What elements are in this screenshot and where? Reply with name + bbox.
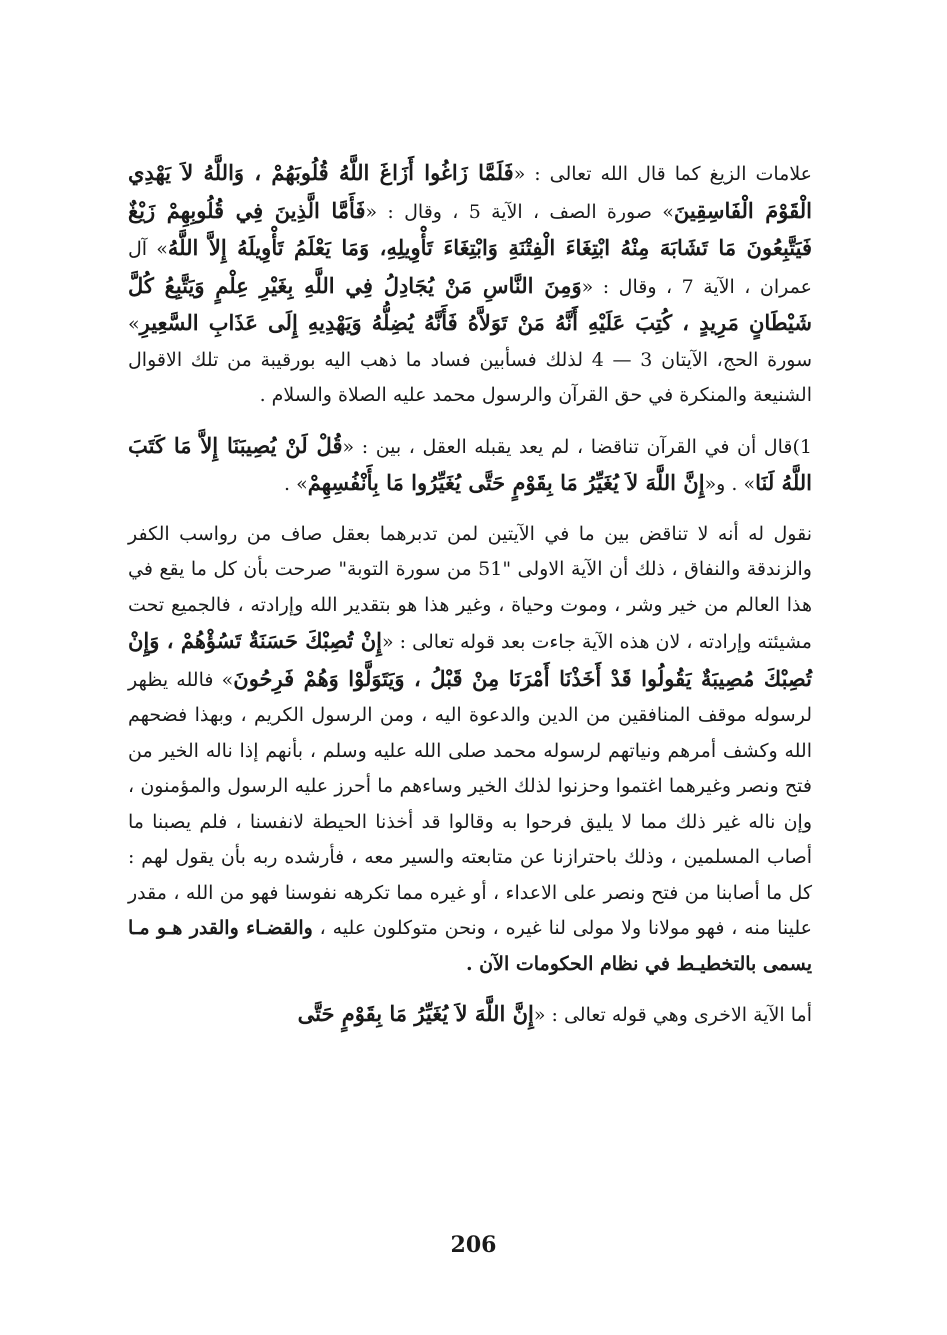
bold-statement: والقضـاء والقدر هـو مـا يسمى بالتخطيـط في نظام الحكومات الآن . (128, 917, 812, 975)
paragraph-response (128, 517, 812, 983)
text-segment: علامات الزيغ كما قال الله تعالى : « (513, 163, 812, 185)
text-segment: » صورة الصف ، الآية 5 ، وقال : « (365, 200, 674, 223)
quran-verse: إِنَّ اللَّهَ لاَ يُغَيِّرُ مَا بِقَوْمٍ حَتَّى يُغَيِّرُوا مَا بِأَنْفُسِهِمْ (307, 470, 705, 495)
text-segment: » سورة الحج، الآيتان 3 — 4 لذلك فسأبين فساد ما ذهب اليه بورقيبة من تلك الاقوال الشنيعة والمنكرة في حق القرآن والرسول محمد عليه الصلاة والسلام . (128, 313, 812, 406)
text-segment: » . و« (704, 473, 756, 495)
paragraph-signs-of-deviation (128, 155, 812, 414)
quran-verse: فَأَمَّا الَّذِينَ فِي قُلُوبِهِمْ زَيْغٌ فَيَتَّبِعُونَ مَا تَشَابَهَ مِنْهُ ابْتِغَاءَ الْفِتْنَةِ وَابْتِغَاءَ تَأْوِيلِهِ، وَمَا يَعْلَمُ تَأْوِيلَهُ إِلاَّ اللَّهُ (128, 197, 812, 260)
quran-verse: إِنَّ اللَّهَ لاَ يُغَيِّرُ مَا بِقَوْمٍ حَتَّى (297, 1001, 534, 1026)
text-segment: أما الآية الاخرى وهي قوله تعالى : « (533, 1004, 812, 1026)
quran-verse: فَلَمَّا زَاغُوا أَزَاغَ اللَّهُ قُلُوبَهُمْ ، وَاللَّهُ لاَ يَهْدِي الْقَوْمَ الْفَاسِقِينَ (128, 160, 812, 223)
page-number: 206 (450, 1232, 497, 1258)
paragraph-claim-contradiction (128, 428, 812, 503)
text-segment: » فالله يظهر لرسوله موقف المنافقين من الدين والدعوة اليه ، ومن الرسول الكريم ، وبهذا فضحهم الله وكشف أمرهم ونياتهم لرسوله محمد صلى الله عليه وسلم ، بأنهم إذا ناله الخير من فتح ونصر وغيرهما اغتموا وحزنوا لذلك الخير وساءهم ما أحرز عليه الرسول والمؤمنون ، وإن ناله غير ذلك مما لا يليق فرحوا به وقالوا قد أخذنا الحيطة لانفسنا ، فلم يصبنا ما أصاب المسلمين ، وذلك باحترازنا عن متابعته والسير معه ، فأرشده ربه بأن يقول لهم : كل ما أصابنا من فتح ونصر على الاعداء ، أو غيره مما تكرهه نفوسنا فهو من الله ، مقدر علينا منه ، فهو مولانا ولا مولى لنا غيره ، ونحن متوكلون عليه ، (128, 668, 813, 939)
text-segment: 1)قال أن في القرآن تناقضا ، لم يعد يقبله العقل ، بين : « (342, 435, 812, 458)
text-segment: » . (284, 473, 308, 495)
text-segment: » آل عمران ، الآية 7 ، وقال : « (128, 238, 812, 298)
quran-verse: إِنْ تُصِبْكَ حَسَنَةٌ تَسُؤْهُمْ ، وَإِنْ تُصِبْكَ مُصِيبَةٌ يَقُولُوا قَدْ أَخَذْنَا أَمْرَنَا مِنْ قَبْلُ ، وَيَتَوَلَّوْا وَهُمْ فَرِحُونَ (128, 628, 812, 691)
paragraph-other-verse (128, 996, 812, 1034)
quran-verse: قُلْ لَنْ يُصِيبَنَا إِلاَّ مَا كَتَبَ اللَّهُ لَنَا (128, 432, 812, 495)
text-segment: نقول له أنه لا تناقض بين ما في الآيتين لمن تدبرهما بعقل صاف من رواسب الكفر والزندقة والنفاق ، ذلك أن الآية الاولى "51 من سورة التوبة" صرحت بأن كل ما يقع في هذا العالم من خير وشر ، وموت وحياة ، وغير هذا هو بتقدير الله وإرادته ، فالجميع تحت مشيئته وإرادته ، لان هذه الآية جاءت بعد قوله تعالى : « (128, 522, 812, 653)
quran-verse: وَمِنَ النَّاسِ مَنْ يُجَادِلُ فِي اللَّهِ بِغَيْرِ عِلْمٍ وَيَتَّبِعُ كُلَّ شَيْطَانٍ مَرِيدٍ ، كُتِبَ عَلَيْهِ أَنَّهُ مَنْ تَوَلاَّهُ فَأَنَّهُ يُضِلُّهُ وَيَهْدِيهِ إِلَى عَذَابِ السَّعِيرِ (128, 272, 812, 335)
page-body (128, 155, 812, 1034)
